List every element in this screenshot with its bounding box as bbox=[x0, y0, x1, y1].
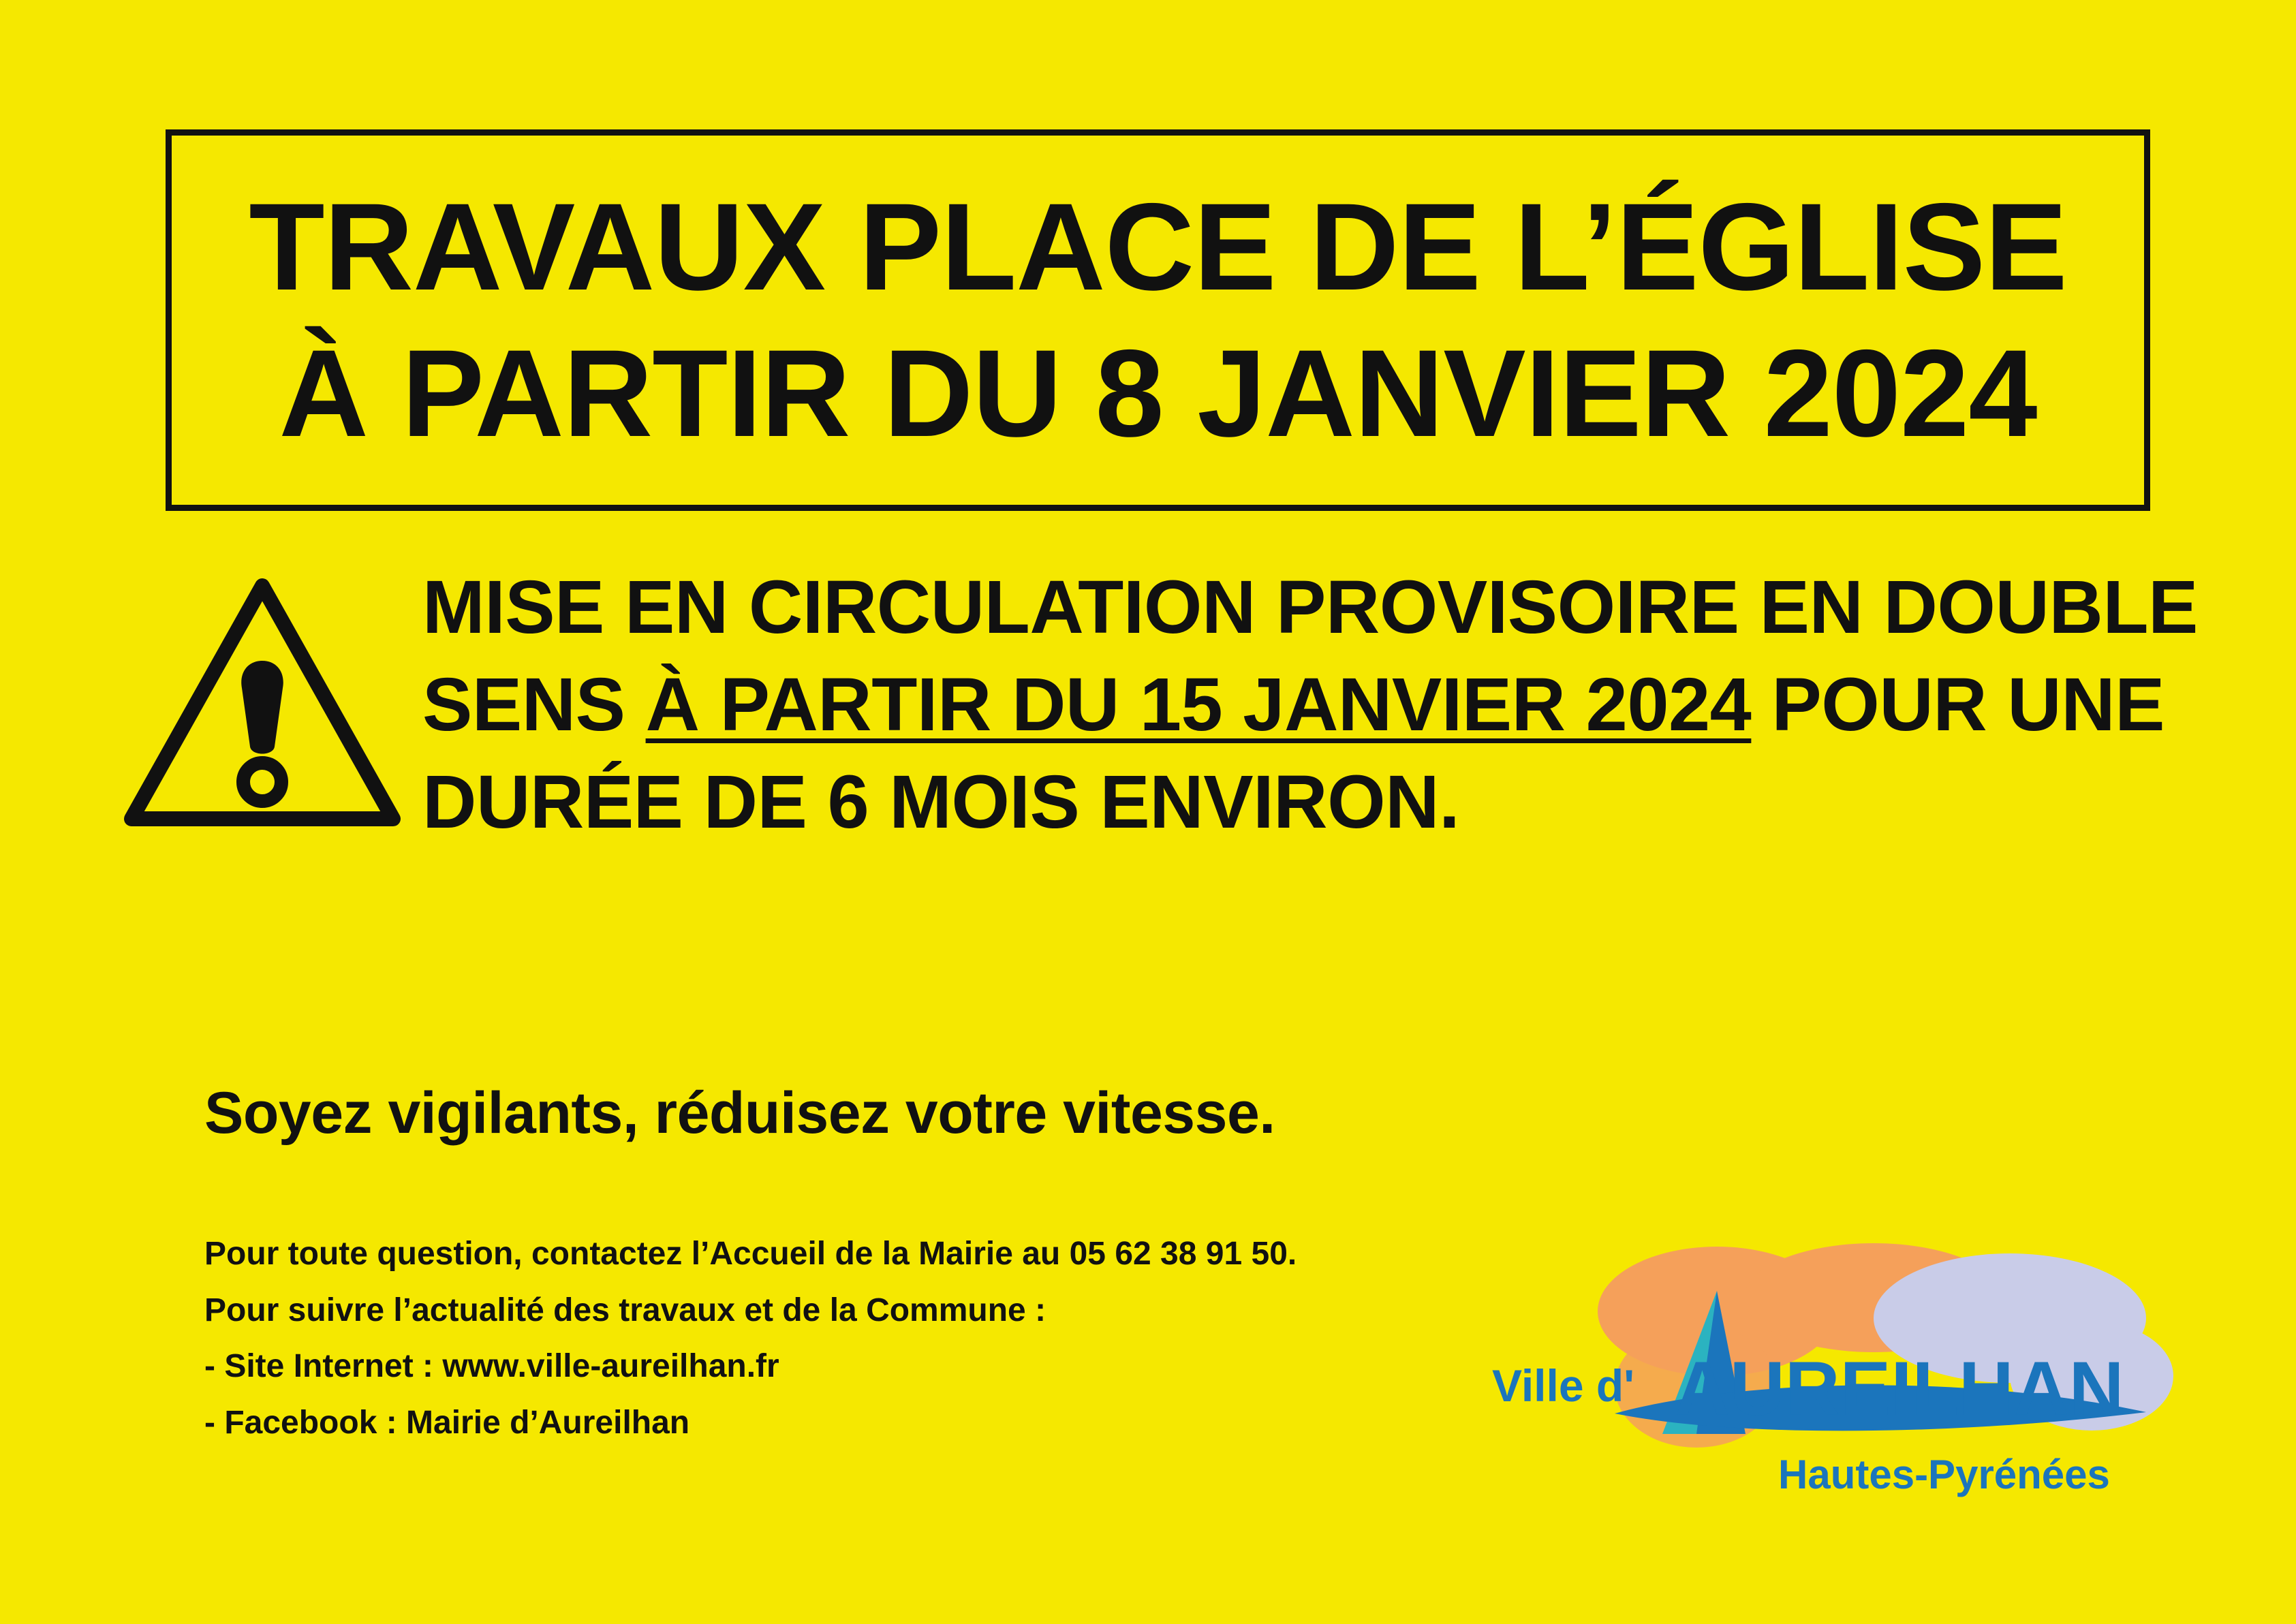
sub-message: Soyez vigilants, réduisez votre vitesse. bbox=[204, 1080, 1275, 1146]
warning-text-part-1: MISE EN CIRCULATION PROVISOIRE EN DOUBLE SENS bbox=[422, 565, 2198, 747]
contact-block bbox=[204, 1226, 1297, 1451]
contact-line-phone: Pour toute question, contactez l’Accueil de la Mairie au 05 62 38 91 50. bbox=[204, 1236, 1297, 1272]
warning-text bbox=[422, 559, 2214, 851]
logo-subtitle: Hautes-Pyrénées bbox=[1778, 1452, 2110, 1497]
logo-prefix: Ville d' bbox=[1492, 1360, 1634, 1411]
title-line-2: À PARTIR DU 8 JANVIER 2024 bbox=[279, 324, 2037, 463]
city-logo bbox=[1492, 1230, 2180, 1516]
warning-text-part-2: POUR UNE DURÉE DE 6 MOIS ENVIRON. bbox=[422, 663, 2165, 844]
contact-line-website: - Site Internet : www.ville-aureilhan.fr bbox=[204, 1348, 779, 1385]
warning-triangle-icon bbox=[102, 559, 422, 838]
title-line-1: TRAVAUX PLACE DE L’ÉGLISE bbox=[249, 177, 2067, 317]
logo-name: AUREILHAN bbox=[1675, 1346, 2124, 1431]
contact-line-follow: Pour suivre l’actualité des travaux et de la Commune : bbox=[204, 1292, 1046, 1328]
title-box bbox=[166, 129, 2150, 511]
warning-text-underlined: À PARTIR DU 15 JANVIER 2024 bbox=[645, 663, 1752, 747]
contact-line-facebook: - Facebook : Mairie d’Aureilhan bbox=[204, 1404, 690, 1441]
warning-block bbox=[102, 559, 2214, 851]
